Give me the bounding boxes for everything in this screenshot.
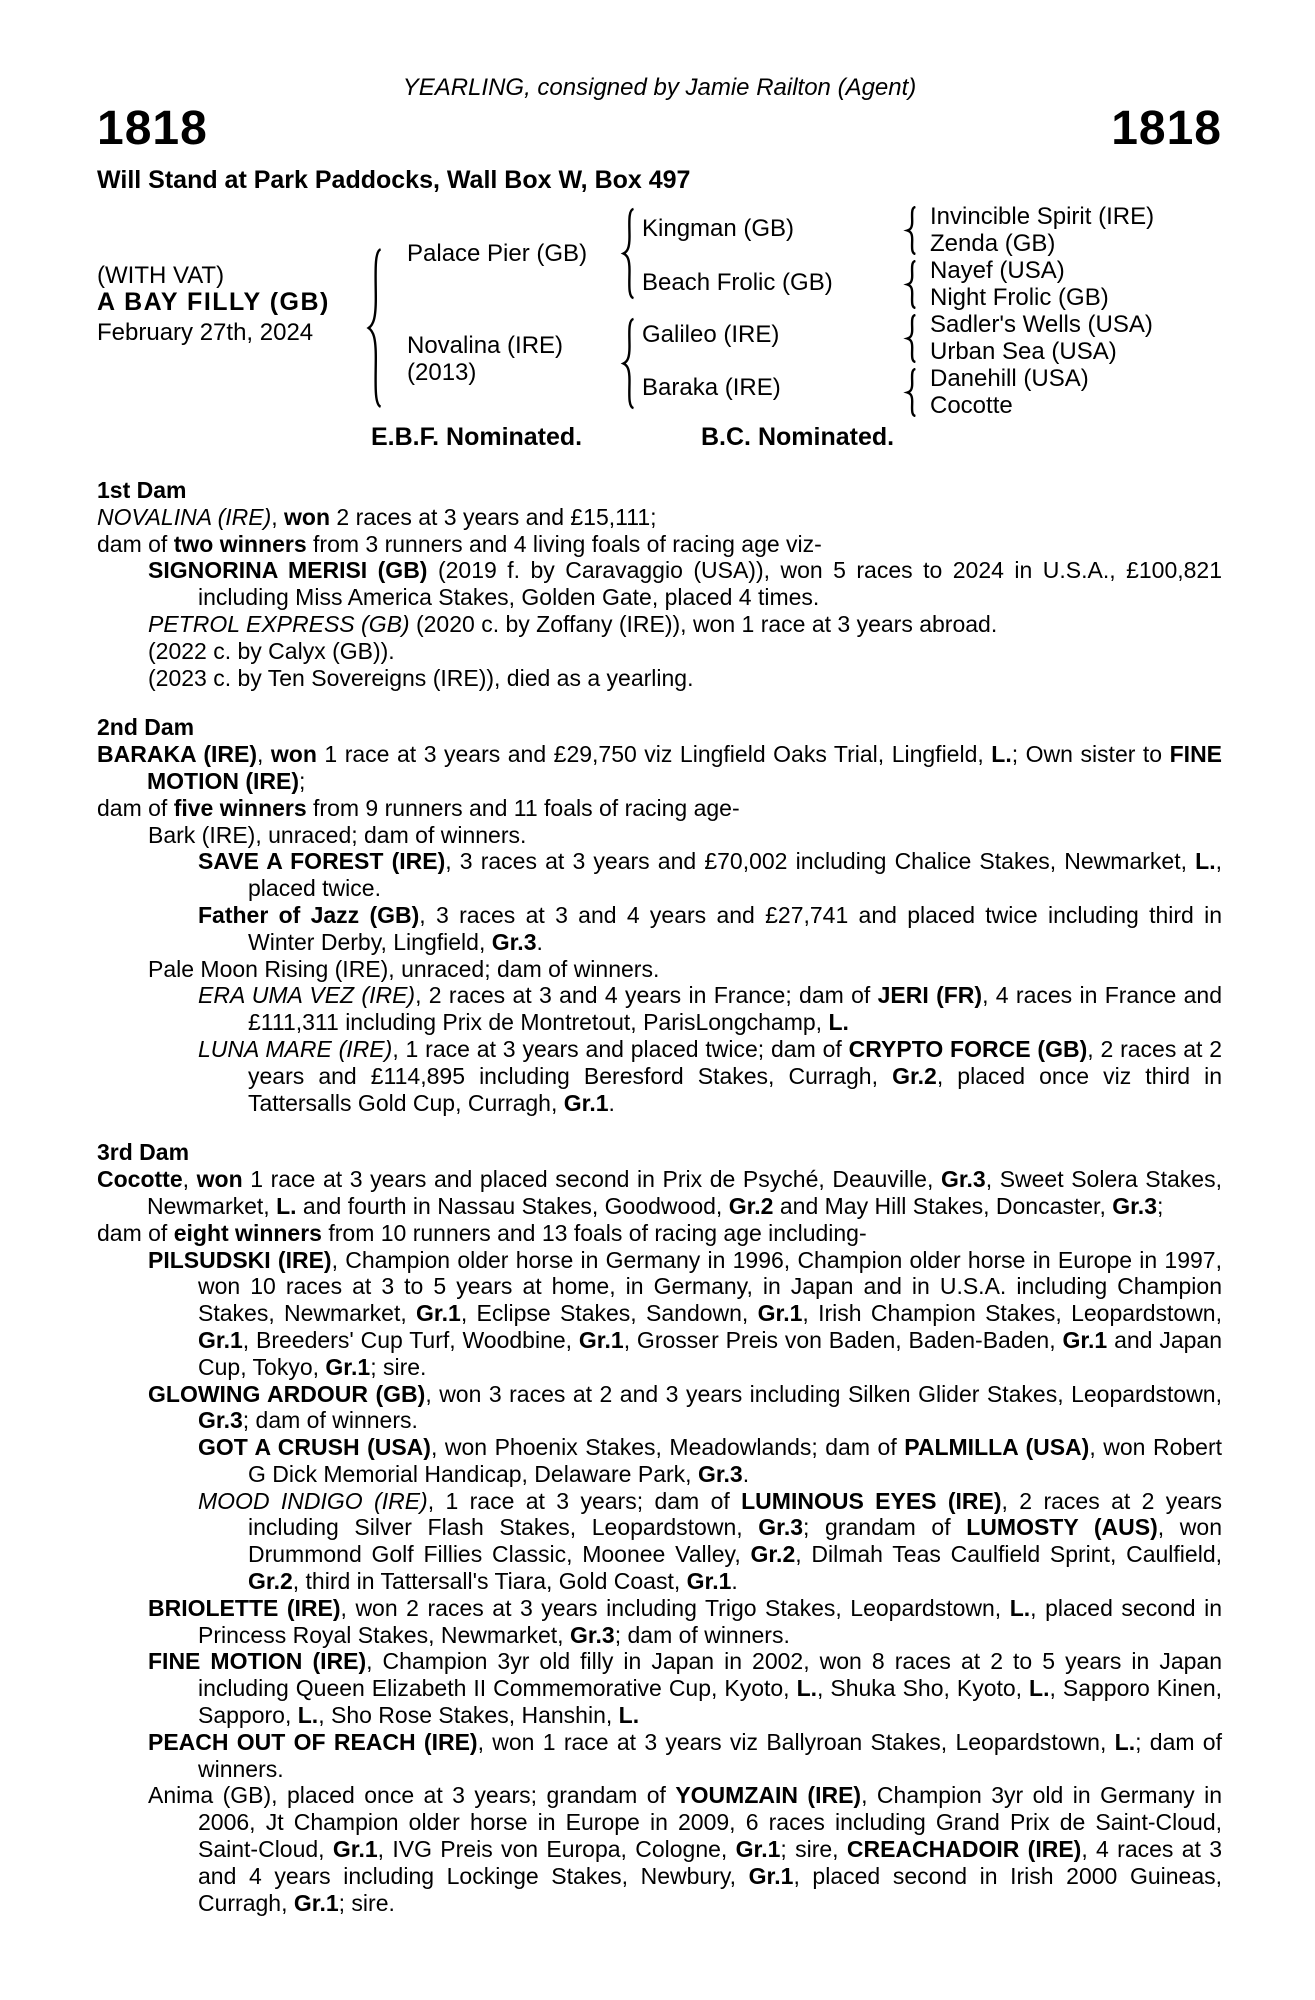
sire-name: Palace Pier (GB) bbox=[407, 240, 588, 267]
text-run: L. bbox=[618, 1702, 640, 1729]
text-run: ; bbox=[299, 767, 306, 794]
text-run: Gr.3 bbox=[198, 1407, 243, 1434]
text-run: Gr.2 bbox=[750, 1541, 796, 1568]
consignor-note: YEARLING, consigned by Jamie Railton (Agent) bbox=[402, 74, 917, 101]
sire-dam: Beach Frolic (GB) bbox=[642, 269, 833, 296]
text-run: LUNA MARE (IRE) bbox=[198, 1035, 393, 1062]
text-run: L. bbox=[991, 741, 1012, 768]
text-run: , Grosser Preis von Baden, Baden-Baden, bbox=[623, 1326, 1063, 1353]
text-run: ; sire, bbox=[780, 1836, 847, 1863]
catalog-paragraph bbox=[97, 1166, 1222, 1220]
text-run: Gr.2 bbox=[728, 1192, 774, 1219]
gen3-ancestor: Urban Sea (USA) bbox=[930, 338, 1117, 365]
catalog-paragraph bbox=[97, 638, 1222, 665]
text-run: LUMOSTY (AUS) bbox=[966, 1514, 1158, 1541]
text-run: , 2 races at 2 years and £114,895 including Beresford Stakes, Curragh, bbox=[248, 1035, 1223, 1089]
text-run: FINE MOTION (IRE) bbox=[147, 741, 1223, 794]
text-run: won bbox=[270, 741, 317, 768]
text-run: ; dam of winners. bbox=[614, 1621, 790, 1648]
text-run: ERA UMA VEZ (IRE) bbox=[198, 982, 416, 1009]
text-run: , 2 races at 3 and 4 years in France; dam of bbox=[415, 982, 878, 1009]
vat-note: (WITH VAT) bbox=[97, 262, 225, 289]
gen3-ancestor: Sadler's Wells (USA) bbox=[930, 311, 1153, 338]
lot-number-right: 1818 bbox=[1111, 102, 1222, 155]
text-run: Gr.3 bbox=[940, 1166, 986, 1193]
text-run: , won 2 races at 3 years including Trigo Stakes, Leopardstown, bbox=[340, 1594, 1010, 1621]
text-run: , won Drummond Golf Fillies Classic, Moonee Valley, bbox=[248, 1514, 1222, 1568]
text-run: ; dam of winners. bbox=[198, 1728, 1222, 1782]
text-run: PILSUDSKI (IRE) bbox=[148, 1246, 332, 1273]
text-run: . bbox=[731, 1568, 738, 1595]
text-run: , 4 races at 3 and 4 years including Lockinge Stakes, Newbury, bbox=[198, 1836, 1222, 1889]
text-run: , bbox=[271, 503, 285, 530]
text-run: SIGNORINA MERISI (GB) bbox=[148, 557, 428, 584]
text-run: Gr.3 bbox=[1112, 1192, 1157, 1219]
text-run: Gr.1 bbox=[325, 1353, 371, 1380]
brace-icon bbox=[618, 207, 638, 300]
text-run: Gr.1 bbox=[686, 1568, 732, 1595]
text-run: Father of Jazz (GB) bbox=[198, 901, 420, 928]
text-run: L. bbox=[297, 1702, 319, 1729]
horse-name: A BAY FILLY (GB) bbox=[97, 288, 330, 316]
text-run: 1 race at 3 years and £29,750 viz Lingfield Oaks Trial, Lingfield, bbox=[316, 741, 992, 768]
text-run: CRYPTO FORCE (GB) bbox=[848, 1035, 1088, 1062]
text-run: , 1 race at 3 years and placed twice; dam of bbox=[392, 1035, 849, 1062]
text-run: , 3 races at 3 and 4 years and £27,741 and placed twice including third in Winter Derby, Lingfield, bbox=[248, 901, 1223, 955]
foal-date: February 27th, 2024 bbox=[97, 319, 314, 346]
text-run: Gr.3 bbox=[758, 1514, 804, 1541]
text-run: Gr.1 bbox=[416, 1300, 461, 1327]
catalog-paragraph bbox=[97, 1782, 1222, 1916]
dam-dam: Baraka (IRE) bbox=[642, 374, 781, 401]
text-run: Gr.1 bbox=[757, 1300, 803, 1327]
text-run: JERI (FR) bbox=[877, 982, 983, 1009]
text-run: Gr.1 bbox=[293, 1889, 339, 1916]
text-run: . bbox=[536, 928, 543, 955]
catalog-paragraph bbox=[97, 822, 1222, 849]
text-run: Cocotte bbox=[97, 1166, 183, 1193]
text-run: , IVG Preis von Europa, Cologne, bbox=[377, 1836, 736, 1863]
text-run: 1 race at 3 years and placed second in Prix de Psyché, Deauville, bbox=[242, 1166, 941, 1193]
text-run: 2 races at 3 years and £15,111; bbox=[330, 503, 657, 530]
catalog-paragraph bbox=[97, 956, 1222, 983]
text-run: L. bbox=[1114, 1728, 1136, 1755]
text-run: ; sire. bbox=[370, 1353, 427, 1380]
gen3-ancestor: Nayef (USA) bbox=[930, 257, 1065, 284]
text-run: Gr.1 bbox=[748, 1862, 794, 1889]
text-run: , won 3 races at 2 and 3 years including Silken Glider Stakes, Leopardstown, bbox=[425, 1380, 1222, 1407]
catalog-paragraph bbox=[97, 1434, 1222, 1488]
catalog-paragraph bbox=[97, 611, 1222, 638]
text-run: Gr.1 bbox=[735, 1836, 781, 1863]
text-run: PALMILLA (USA) bbox=[904, 1434, 1090, 1461]
text-run: from 9 runners and 11 foals of racing age- bbox=[306, 794, 740, 821]
catalog-paragraph bbox=[97, 1247, 1222, 1381]
text-run: , Champion older horse in Germany in 1996, Champion older horse in Europe in 1997, won 10 races at 3 to 5 years at home, in Germany, in Japan and in U.S.A. including Champion Stakes, Newmarket, bbox=[198, 1246, 1222, 1327]
text-run: Gr.2 bbox=[892, 1062, 937, 1089]
text-run: , Breeders' Cup Turf, Woodbine, bbox=[242, 1326, 579, 1353]
text-run: CREACHADOIR (IRE) bbox=[846, 1836, 1082, 1863]
text-run: , Shuka Sho, Kyoto, bbox=[817, 1675, 1030, 1702]
text-run: ; grandam of bbox=[803, 1514, 967, 1541]
text-run: NOVALINA (IRE) bbox=[97, 503, 272, 530]
gen3-ancestor: Invincible Spirit (IRE) bbox=[930, 203, 1155, 230]
text-run: , Dilmah Teas Caulfield Sprint, Caulfield, bbox=[795, 1541, 1222, 1568]
gen3-ancestor: Cocotte bbox=[930, 392, 1013, 419]
text-run: , placed twice. bbox=[248, 848, 1222, 902]
text-run: dam of bbox=[97, 794, 174, 821]
text-run: L. bbox=[796, 1675, 818, 1702]
text-run: Gr.3 bbox=[697, 1460, 743, 1487]
text-run: L. bbox=[1009, 1594, 1031, 1621]
text-run: , Champion 3yr old filly in Japan in 2002, won 8 races at 2 to 5 years in Japan including Queen Elizabeth II Commemorative Cup, Kyoto, bbox=[198, 1648, 1222, 1702]
text-run: LUMINOUS EYES (IRE) bbox=[741, 1487, 1002, 1514]
text-run: SAVE A FOREST (IRE) bbox=[198, 848, 446, 875]
text-run: , won 1 race at 3 years viz Ballyroan Stakes, Leopardstown, bbox=[477, 1728, 1115, 1755]
brace-icon bbox=[903, 260, 919, 309]
text-run: (2022 c. by Calyx (GB)). bbox=[148, 637, 395, 664]
text-run: Gr.1 bbox=[1062, 1326, 1108, 1353]
text-run: , bbox=[256, 741, 271, 768]
text-run: Anima (GB), placed once at 3 years; grandam of bbox=[148, 1782, 676, 1809]
text-run: ; dam of winners. bbox=[242, 1407, 418, 1434]
text-run: (2023 c. by Ten Sovereigns (IRE)), died as a yearling. bbox=[148, 664, 694, 691]
text-run: ; bbox=[1157, 1192, 1164, 1219]
text-run: from 10 runners and 13 foals of racing age including- bbox=[321, 1219, 867, 1246]
catalog-paragraph bbox=[97, 1036, 1222, 1116]
catalog-paragraph bbox=[97, 665, 1222, 692]
text-run: , placed once viz third in Tattersalls Gold Cup, Curragh, bbox=[248, 1062, 1222, 1116]
text-run: , Champion 3yr old in Germany in 2006, Jt Champion older horse in Europe in 2009, 6 races including Grand Prix de Saint-Cloud, Saint-Cloud, bbox=[198, 1782, 1222, 1863]
text-run: YOUMZAIN (IRE) bbox=[675, 1782, 862, 1809]
catalog-paragraph bbox=[97, 741, 1222, 795]
brace-icon bbox=[618, 317, 638, 410]
text-run: Gr.1 bbox=[563, 1089, 609, 1116]
text-run: (2019 f. by Caravaggio (USA)), won 5 races to 2024 in U.S.A., £100,821 including Miss America Stakes, Golden Gate, placed 4 times. bbox=[198, 557, 1223, 611]
section-heading: 2nd Dam bbox=[97, 714, 195, 741]
catalog-paragraph bbox=[97, 1595, 1222, 1649]
text-run: , won Phoenix Stakes, Meadowlands; dam of bbox=[430, 1434, 905, 1461]
brace-icon bbox=[903, 314, 919, 363]
dam-sections bbox=[97, 477, 1222, 1916]
text-run: Pale Moon Rising (IRE), unraced; dam of winners. bbox=[148, 955, 660, 982]
text-run: dam of bbox=[97, 530, 174, 557]
text-run: five winners bbox=[173, 794, 307, 821]
text-run: BRIOLETTE (IRE) bbox=[148, 1594, 341, 1621]
text-run: dam of bbox=[97, 1219, 174, 1246]
catalog-paragraph bbox=[97, 1648, 1222, 1728]
text-run: ; Own sister to bbox=[1011, 741, 1170, 768]
pedigree-table bbox=[97, 202, 1222, 460]
catalog-paragraph bbox=[97, 1381, 1222, 1435]
catalog-paragraph bbox=[97, 557, 1222, 611]
text-run: , Sapporo Kinen, Sapporo, bbox=[198, 1675, 1223, 1729]
text-run: FINE MOTION (IRE) bbox=[148, 1648, 367, 1675]
ebf-nomination: E.B.F. Nominated. bbox=[371, 423, 583, 451]
lot-number-left: 1818 bbox=[97, 102, 208, 155]
text-run: PEACH OUT OF REACH (IRE) bbox=[148, 1728, 478, 1755]
text-run: two winners bbox=[173, 530, 307, 557]
text-run: , 1 race at 3 years; dam of bbox=[427, 1487, 742, 1514]
catalog-paragraph bbox=[97, 531, 1222, 558]
gen3-ancestor: Night Frolic (GB) bbox=[930, 284, 1109, 311]
text-run: , won Robert G Dick Memorial Handicap, Delaware Park, bbox=[248, 1434, 1223, 1487]
text-run: ; sire. bbox=[338, 1889, 395, 1916]
text-run: , Eclipse Stakes, Sandown, bbox=[460, 1300, 758, 1327]
text-run: , placed second in Princess Royal Stakes, Newmarket, bbox=[198, 1594, 1222, 1648]
text-run: GOT A CRUSH (USA) bbox=[198, 1434, 431, 1461]
text-run: Gr.1 bbox=[578, 1326, 624, 1353]
text-run: , third in Tattersall's Tiara, Gold Coast, bbox=[292, 1568, 687, 1595]
text-run: eight winners bbox=[173, 1219, 322, 1246]
text-run: and May Hill Stakes, Doncaster, bbox=[773, 1192, 1113, 1219]
sire-sire: Kingman (GB) bbox=[642, 215, 795, 242]
text-run: and fourth in Nassau Stakes, Goodwood, bbox=[296, 1192, 729, 1219]
text-run: Bark (IRE), unraced; dam of winners. bbox=[148, 821, 527, 848]
catalog-paragraph bbox=[97, 504, 1222, 531]
text-run: . bbox=[608, 1089, 615, 1116]
text-run: L. bbox=[1029, 1675, 1050, 1702]
bc-nomination: B.C. Nominated. bbox=[701, 423, 895, 451]
text-run: , Sho Rose Stakes, Hanshin, bbox=[318, 1702, 619, 1729]
text-run: MOOD INDIGO (IRE) bbox=[198, 1487, 428, 1514]
text-run: GLOWING ARDOUR (GB) bbox=[148, 1380, 426, 1407]
text-run: Gr.3 bbox=[491, 928, 537, 955]
text-run: Gr.1 bbox=[332, 1836, 378, 1863]
text-run: and Japan Cup, Tokyo, bbox=[198, 1326, 1222, 1380]
text-run: , placed second in Irish 2000 Guineas, Curragh, bbox=[198, 1862, 1222, 1916]
brace-icon bbox=[362, 246, 386, 410]
catalog-paragraph bbox=[97, 982, 1222, 1036]
text-run: (2020 c. by Zoffany (IRE)), won 1 race at 3 years abroad. bbox=[409, 610, 998, 637]
gen3-ancestor: Zenda (GB) bbox=[930, 230, 1056, 257]
text-run: , 2 races at 2 years including Silver Flash Stakes, Leopardstown, bbox=[248, 1487, 1223, 1541]
dam-foal-year: (2013) bbox=[407, 359, 477, 386]
text-run: , 4 races in France and £111,311 including Prix de Montretout, ParisLongchamp, bbox=[248, 982, 1223, 1036]
catalog-paragraph bbox=[97, 848, 1222, 902]
brace-icon bbox=[903, 368, 919, 417]
text-run: won bbox=[284, 503, 331, 530]
text-run: L. bbox=[1195, 848, 1216, 875]
text-run: BARAKA (IRE) bbox=[97, 741, 257, 768]
catalog-paragraph bbox=[97, 902, 1222, 956]
text-run: , bbox=[182, 1166, 197, 1193]
text-run: , Sweet Solera Stakes, Newmarket, bbox=[147, 1166, 1222, 1219]
text-run: Gr.1 bbox=[198, 1326, 243, 1353]
catalog-paragraph bbox=[97, 1220, 1222, 1247]
text-run: , Irish Champion Stakes, Leopardstown, bbox=[802, 1300, 1222, 1327]
text-run: Gr.3 bbox=[569, 1621, 615, 1648]
text-run: from 3 runners and 4 living foals of racing age viz- bbox=[306, 530, 822, 557]
text-run: PETROL EXPRESS (GB) bbox=[148, 610, 410, 637]
brace-icon bbox=[903, 206, 919, 255]
text-run: . bbox=[742, 1460, 750, 1487]
text-run: L. bbox=[828, 1009, 849, 1036]
catalog-paragraph bbox=[97, 1488, 1222, 1595]
lot-row bbox=[97, 104, 1222, 154]
dam-sire: Galileo (IRE) bbox=[642, 321, 780, 348]
catalog-paragraph bbox=[97, 795, 1222, 822]
dam-name: Novalina (IRE) bbox=[407, 332, 564, 359]
catalog-paragraph bbox=[97, 1729, 1222, 1783]
gen3-ancestor: Danehill (USA) bbox=[930, 365, 1089, 392]
text-run: L. bbox=[276, 1192, 297, 1219]
section-heading: 1st Dam bbox=[97, 477, 187, 503]
text-run: won bbox=[196, 1166, 243, 1193]
text-run: , 3 races at 3 years and £70,002 including Chalice Stakes, Newmarket, bbox=[445, 848, 1196, 875]
text-run: Gr.2 bbox=[248, 1568, 293, 1595]
section-heading: 3rd Dam bbox=[97, 1139, 190, 1166]
stand-location: Will Stand at Park Paddocks, Wall Box W, Box 497 bbox=[97, 166, 691, 194]
